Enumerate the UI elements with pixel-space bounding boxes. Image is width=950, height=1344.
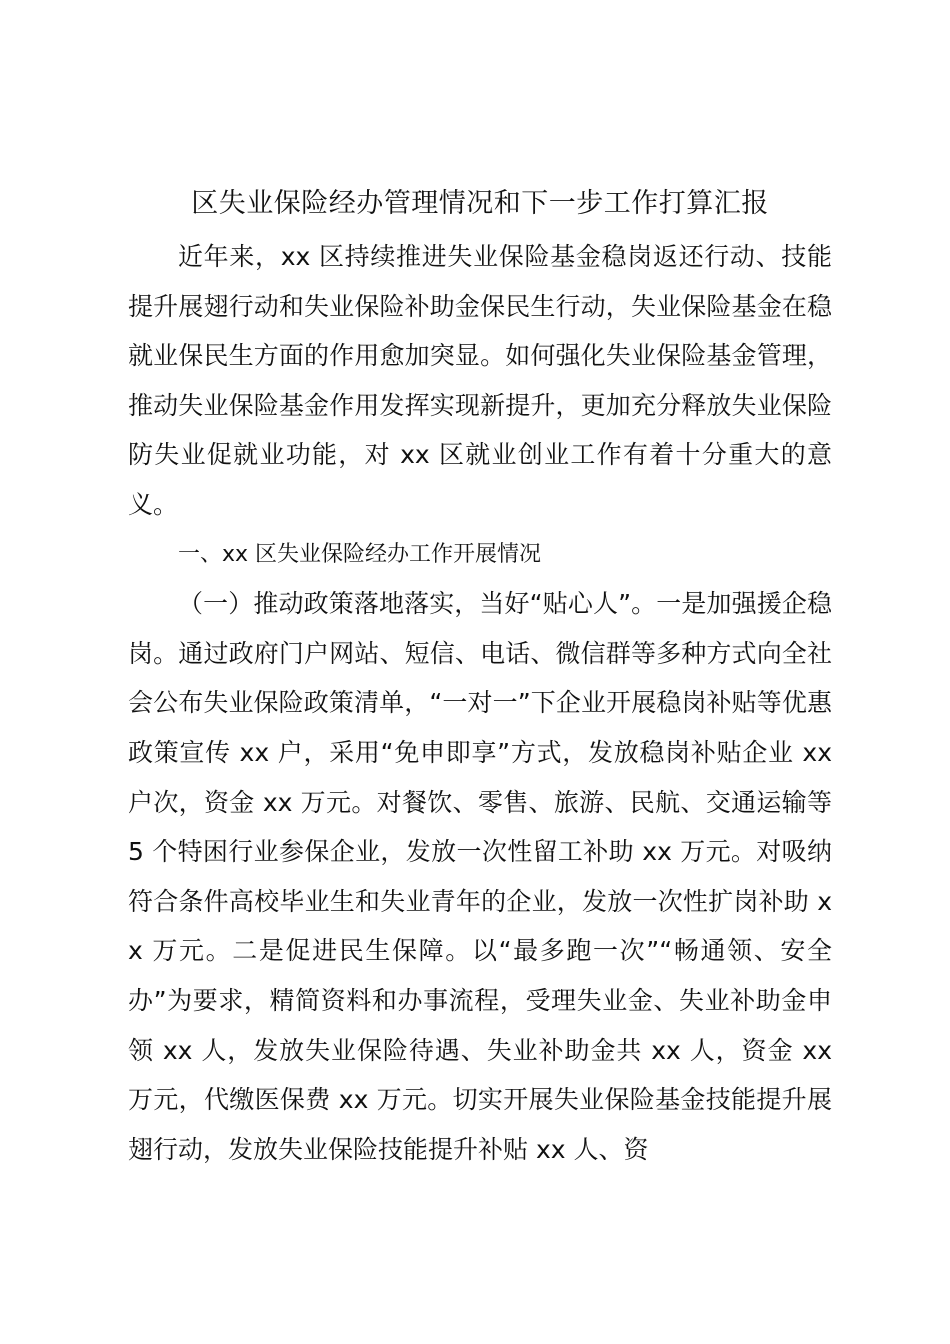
document-body	[128, 232, 832, 1174]
intro-paragraph: 近年来，xx 区持续推进失业保险基金稳岗返还行动、技能提升展翅行动和失业保险补助金保民生行动，失业保险基金在稳就业保民生方面的作用愈加突显。如何强化失业保险基金管理，推动失业保险基金作用发挥实现新提升，更加充分释放失业保险防失业促就业功能，对 xx 区就业创业工作有着十分重大的意义。	[128, 242, 832, 519]
document-title: 区失业保险经办管理情况和下一步工作打算汇报	[191, 188, 769, 219]
section-1-paragraph: （一）推动政策落地落实，当好“贴心人”。一是加强援企稳岗。通过政府门户网站、短信、电话、微信群等多种方式向全社会公布失业保险政策清单，“一对一”下企业开展稳岗补贴等优惠政策宣传 xx 户，采用“免申即享”方式，发放稳岗补贴企业 xx 户次，资金 xx 万元。对餐饮、零售、旅游、民航、交通运输等 5 个特困行业参保企业，发放一次性留工补助 xx 万元。对吸纳符合条件高校毕业生和失业青年的企业，发放一次性扩岗补助 xx 万元。二是促进民生保障。以“最多跑一次”“畅通领、安全办”为要求，精简资料和办事流程，受理失业金、失业补助金申领 xx 人，发放失业保险待遇、失业补助金共 xx 人，资金 xx 万元，代缴医保费 xx 万元。切实开展失业保险基金技能提升展翅行动，发放失业保险技能提升补贴 xx 人、资	[128, 589, 832, 1164]
section-heading-1: 一、xx 区失业保险经办工作开展情况	[178, 541, 542, 567]
